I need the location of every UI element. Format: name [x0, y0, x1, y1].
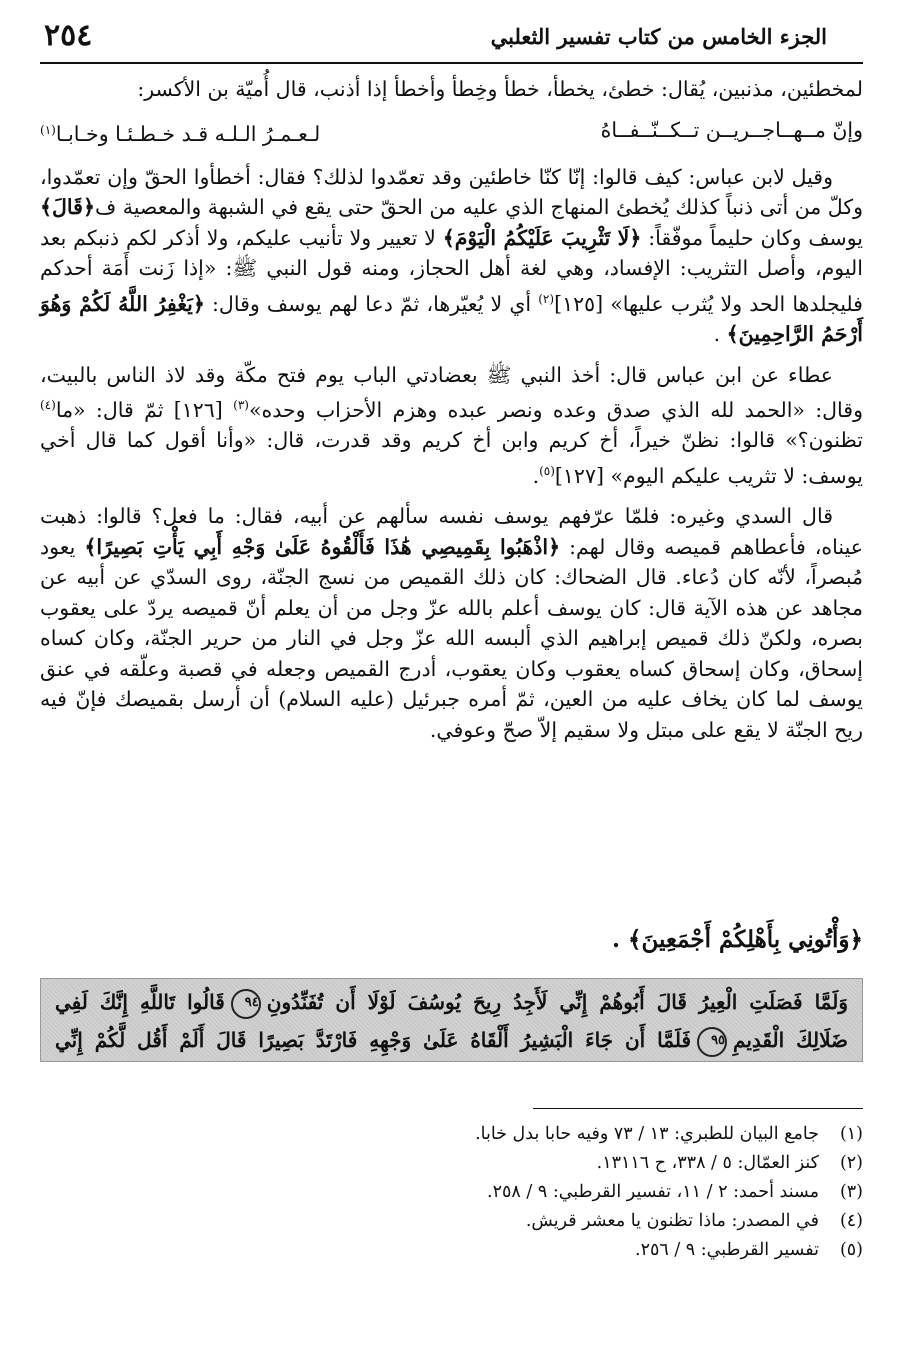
quran-verses-box	[40, 978, 863, 1062]
text-span: عطاء عن ابن عباس قال: أخذ النبي ﷺ بعضادتي الباب يوم فتح مكّة وقد لاذ الناس بالبيت، وقال: «الحمد لله الذي صدق وعده ونصر عبده وهزم الأحزاب وحده»	[40, 362, 863, 422]
footnote-ref: (٢)	[538, 291, 555, 306]
quran-quote: ﴿يَغْفِرُ اللَّهُ لَكُمْ وَهُوَ أَرْحَمُ الرَّاحِمِينَ﴾	[40, 291, 863, 347]
page-header	[40, 14, 863, 64]
verse-hemistich-right: وإنّ مــهــاجــريــن تــكــنّــفــاهُ	[600, 117, 863, 142]
footnotes	[40, 1120, 863, 1265]
main-text	[40, 74, 863, 755]
paragraph-1: لمخطئين، مذنبين، يُقال: خطئ، يخطأ، خطأ وخِطأ وأخطأ إذا أذنب، قال أُميّة بن الأكسر:	[137, 77, 863, 101]
text-span: [١٢٦] ثمّ قال: «ما	[55, 397, 234, 422]
footnote-text: في المصدر: ماذا تظنون يا معشر قريش.	[525, 1211, 819, 1231]
footnote-divider	[533, 1108, 863, 1109]
footnote-ref: (١)	[40, 122, 56, 137]
footnote-item	[40, 1178, 863, 1207]
footnote-text: تفسير القرطبي: ٩ / ٢٥٦.	[634, 1240, 819, 1260]
footnote-ref: (٥)	[539, 463, 555, 478]
text-span: يوسف وكان حليماً موفّقاً:	[641, 225, 864, 250]
footnote-number: (٤)	[839, 1211, 863, 1231]
ayah-number-marker: ٩٤	[231, 989, 261, 1019]
footnote-number: (١)	[839, 1124, 863, 1144]
page-number: ٢٥٤	[44, 18, 93, 53]
quran-text: وَلَمَّا فَصَلَتِ الْعِيرُ قَالَ أَبُوهُمْ إِنِّي لَأَجِدُ رِيحَ يُوسُفَ لَوْلَا أَن تُفَنِّدُونِ	[266, 990, 848, 1014]
running-title: الجزء الخامس من كتاب تفسير الثعلبي	[490, 24, 827, 49]
quran-text: ضَلَالِكَ الْقَدِيمِ	[733, 1028, 848, 1052]
quran-quote: ﴿قَالَ﴾	[40, 195, 95, 220]
footnote-text: مسند أحمد: ٢ / ١١، تفسير القرطبي: ٩ / ٢٥٨.	[487, 1182, 819, 1202]
paragraph-4	[40, 501, 863, 745]
text-span: لا تعيير ولا تأنيب عليكم، ولا أذكر لكم ذنبكم بعد اليوم، وأصل التثريب: الإفساد، وهي لغة أهل الحجاز، ومنه قول النبي ﷺ: «إذا زَنت أَمَة أحدكم فليجلدها الحد ولا يُثرب عليها» [١٢٥]	[40, 225, 863, 316]
paragraph-3	[40, 360, 863, 492]
poetry-verse	[40, 115, 863, 150]
text-span: تظنون؟» قالوا: نظنّ خيراً، أخ كريم وابن أخ كريم وقد قدرت، قال: «وأنا أقول كما قال أخي يوسف: لا تثريب عليكم اليوم» [١٢٧]	[40, 428, 863, 488]
footnote-item	[40, 1236, 863, 1265]
ayah-number-marker: ٩٥	[697, 1027, 727, 1057]
quran-text: قَالُوا تَاللَّهِ إِنَّكَ لَفِي	[55, 990, 225, 1014]
footnote-item	[40, 1120, 863, 1149]
footnote-number: (٥)	[839, 1240, 863, 1260]
ayah-heading: ﴿وَأْتُونِي بِأَهْلِكُمْ أَجْمَعِينَ﴾ .	[612, 926, 863, 953]
text-span: يعود مُبصراً، لأنّه كان دُعاء. قال الضحاك: كان ذلك القميص من نسج الجنّة، روى السدّي عن أبيه عن مجاهد عن هذه الآية قال: كان يوسف أعلم بالله عزّ وجل من أن يعلم أنّ قميصه يردّ على يعقوب بصره، ولكنّ ذلك قميص إبراهيم الذي ألبسه الله عزّ وجل في النار من حرير الجنّة، وكان كساه إسحاق، وكان إسحاق كساه يعقوب وكان يعقوب، أدرج القميص وجعله في قصبة وعلّقه في عنق يوسف لما كان يخاف عليه من العين، ثمّ أمره جبرئيل (عليه السلام) أن أرسل بقميصك فإنّ فيه ريح الجنّة لا يقع على مبتل ولا سقيم إلاّ صحّ وعوفي.	[40, 534, 863, 742]
footnote-ref: (٤)	[40, 398, 56, 413]
quran-text: فَلَمَّا أَن جَاءَ الْبَشِيرُ أَلْقَاهُ عَلَىٰ وَجْهِهِ فَارْتَدَّ بَصِيرًا قَالَ أَلَمْ أَقُل لَّكُمْ إِنِّي	[55, 1028, 692, 1052]
footnote-text: جامع البيان للطبري: ١٣ / ٧٣ وفيه حابا بدل خابا.	[475, 1124, 819, 1144]
quran-line-2	[55, 1021, 848, 1059]
footnote-item	[40, 1207, 863, 1236]
text-span: .	[532, 463, 540, 488]
quran-quote: ﴿اذْهَبُوا بِقَمِيصِي هَٰذَا فَأَلْقُوهُ عَلَىٰ وَجْهِ أَبِي يَأْتِ بَصِيرًا﴾	[84, 534, 561, 559]
text-span: وقيل لابن عباس: كيف قالوا: إنّا كنّا خاطئين وقد تعمّدوا لذلك؟ فقال: أخطأوا الحقّ وإن تعمّدوا، وكلّ من أتى ذنباً كذلك يُخطئ المنهاج الذي عليه من الحقّ حتى يقع في الشبهة والمعصية ف	[40, 164, 863, 220]
text-span: .	[713, 322, 727, 347]
quran-quote: ﴿لَا تَثْرِيبَ عَلَيْكُمُ الْيَوْمَ﴾	[442, 225, 642, 250]
footnote-number: (٣)	[839, 1182, 863, 1202]
verse-hemistich-left	[40, 115, 320, 150]
footnote-number: (٢)	[839, 1153, 863, 1173]
footnote-ref: (٣)	[233, 398, 249, 413]
quran-line-1	[55, 983, 848, 1021]
text-span: قال السدي وغيره: فلمّا عرّفهم يوسف نفسه سألهم عن أبيه، فقال: ما فعل؟ قالوا: ذهبت عيناه، فأعطاهم قميصه وقال لهم:	[40, 504, 863, 559]
verse-hemistich-left-text: لـعـمـرُ الـلـه قـد خـطـئـا وخـابـا	[55, 122, 321, 147]
paragraph-2	[40, 162, 863, 350]
text-span: أي لا يُعيّرها، ثمّ دعا لهم يوسف وقال:	[204, 291, 539, 316]
footnote-item	[40, 1149, 863, 1178]
footnote-text: كنز العمّال: ٥ / ٣٣٨، ح ١٣١١٦.	[596, 1153, 819, 1173]
